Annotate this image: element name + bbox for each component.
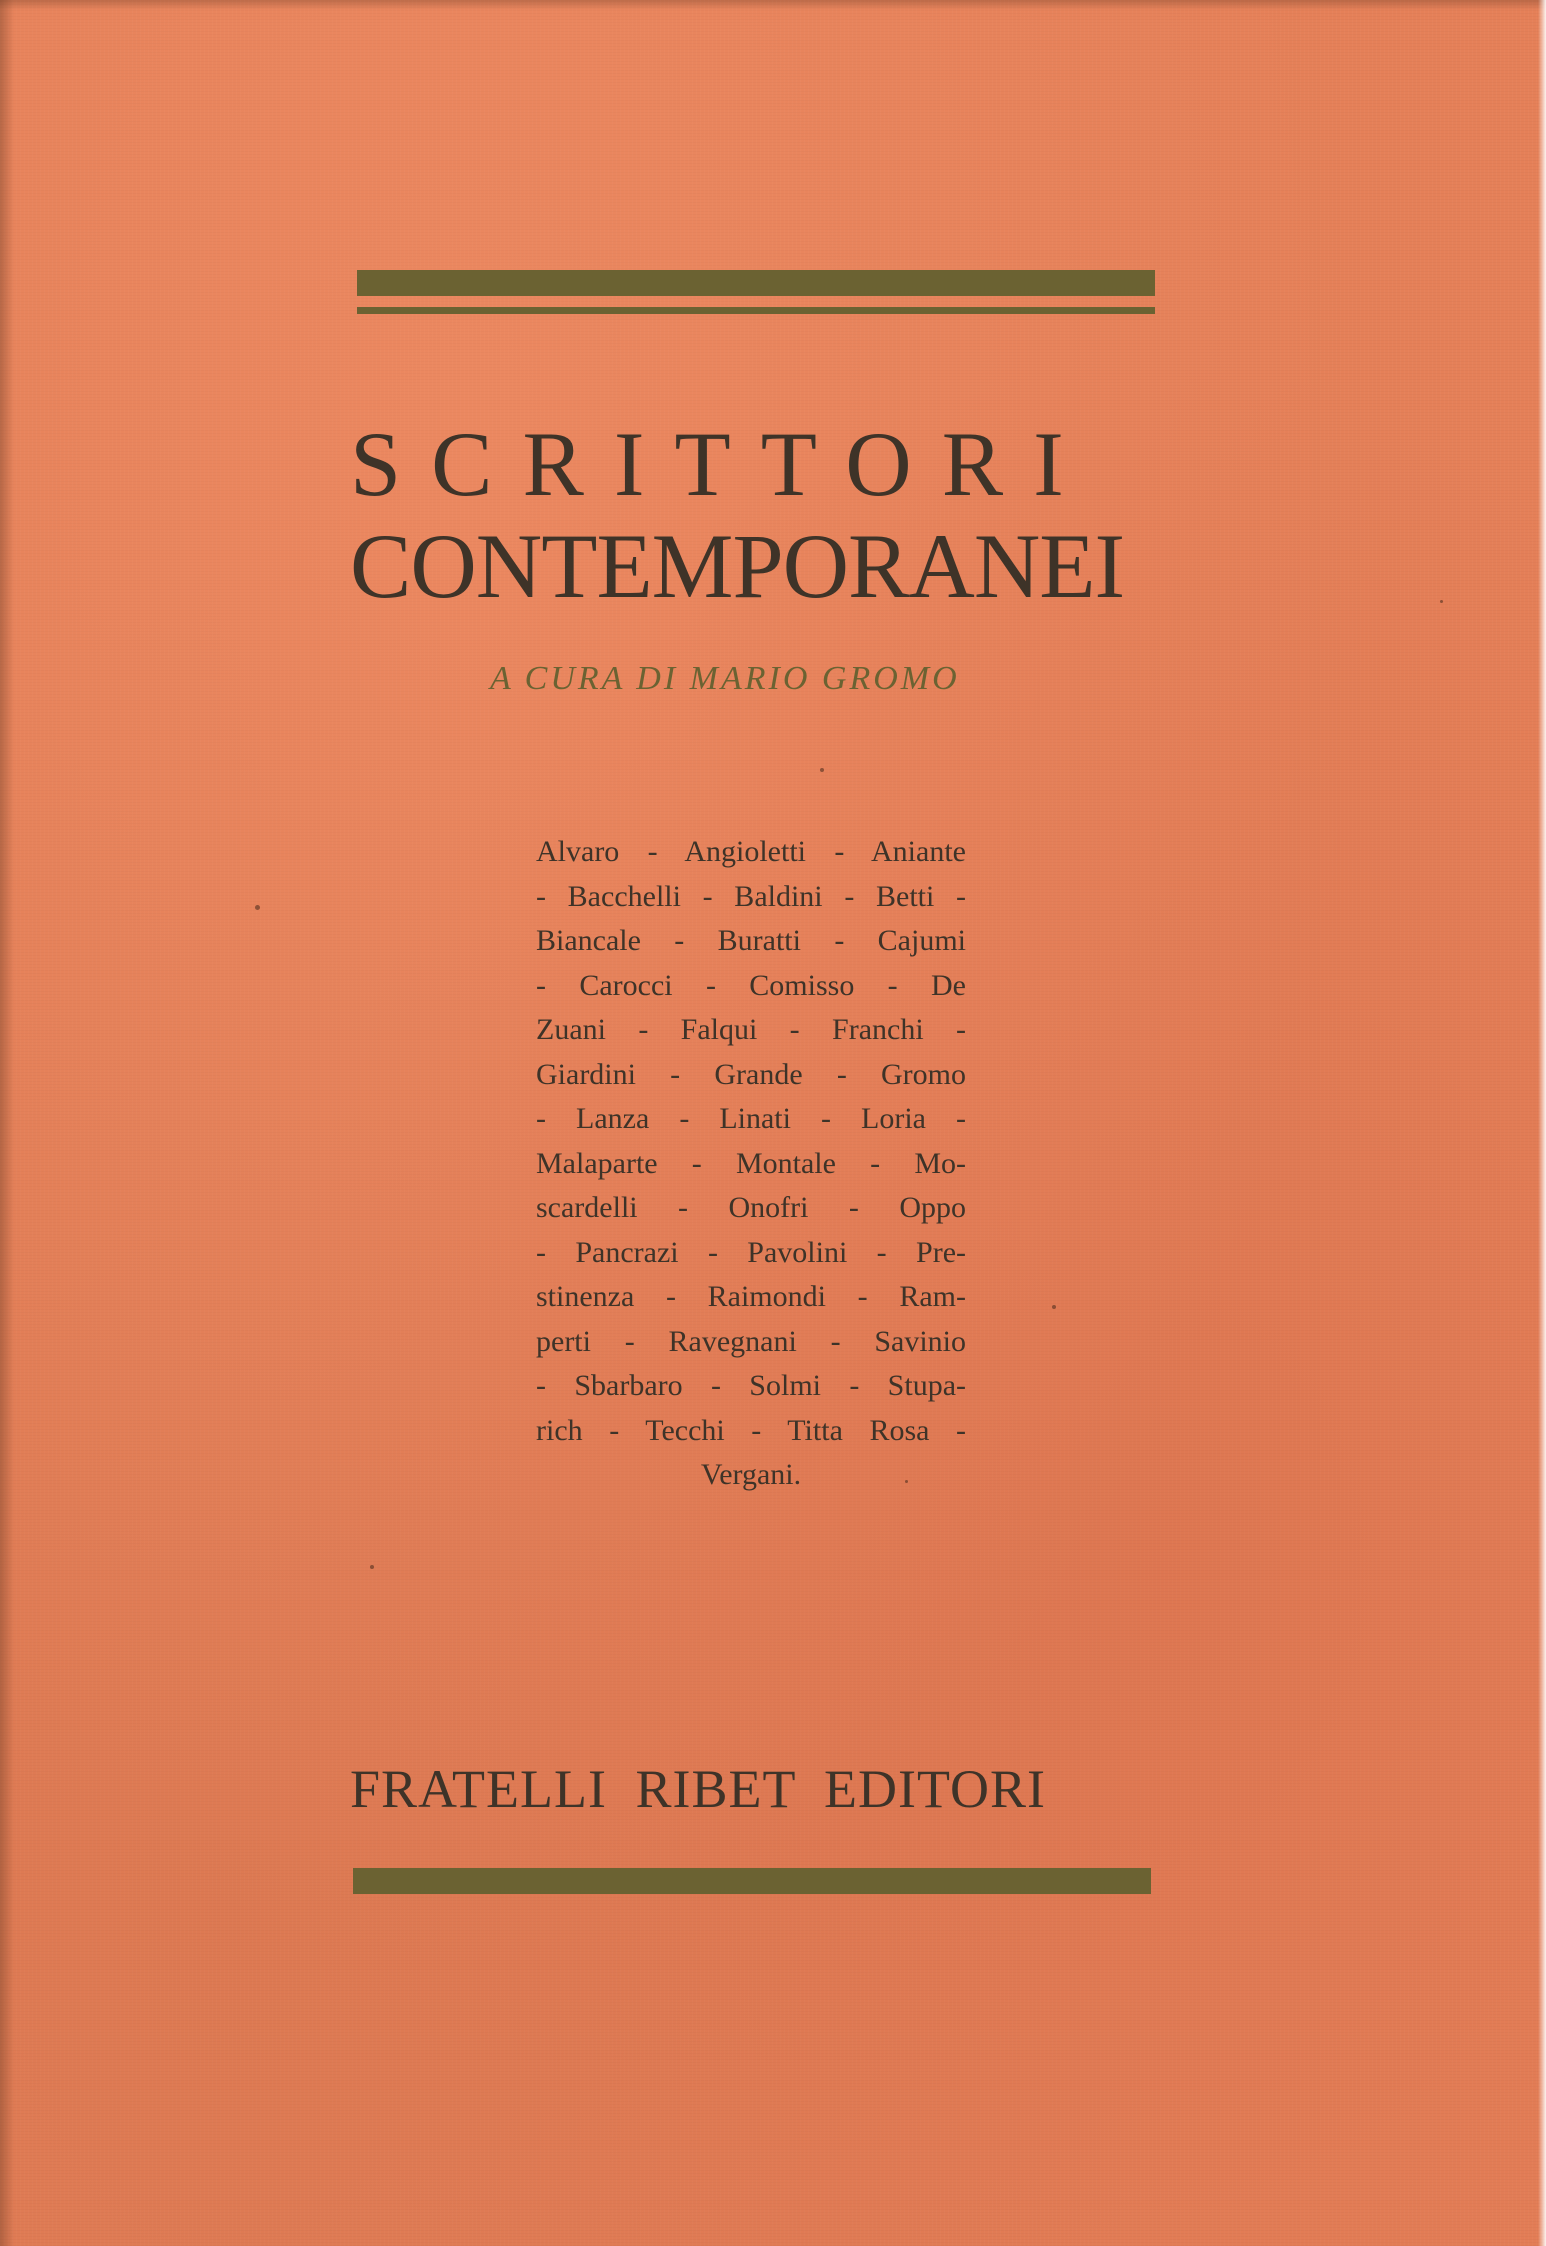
authors-line: Giardini - Grande - Gromo [536,1057,966,1091]
speck [1440,600,1443,603]
authors-line: - Sbarbaro - Solmi - Stupa- [536,1369,966,1402]
page-right-edge [1538,0,1546,2246]
worn-top-edge [0,0,1546,10]
title-line-1: SCRITTORI [350,413,1094,515]
authors-line: Zuani - Falqui - Franchi - [536,1013,966,1046]
authors-line: Malaparte - Montale - Mo- [536,1146,966,1180]
authors-line: Biancale - Buratti - Cajumi [536,924,966,957]
authors-line: - Pancrazi - Pavolini - Pre- [536,1235,966,1269]
speck [255,905,260,910]
authors-line: perti - Ravegnani - Savinio [536,1324,966,1358]
speck [905,1480,908,1483]
authors-line: scardelli - Onofri - Oppo [536,1191,966,1224]
top-rule-thick [357,270,1155,296]
speck [370,1565,374,1569]
title-line-2: CONTEMPORANEI [350,515,1125,617]
authors-list [536,830,966,1498]
speck [1052,1305,1056,1309]
speck [820,768,824,772]
bottom-rule [353,1868,1151,1894]
top-rule-thin [357,307,1155,314]
authors-line: - Bacchelli - Baldini - Betti - [536,879,966,913]
authors-line: stinenza - Raimondi - Ram- [536,1280,966,1313]
authors-line: Vergani. [700,1458,802,1491]
authors-line: Alvaro - Angioletti - Aniante [536,835,966,868]
authors-line: rich - Tecchi - Titta Rosa - [536,1413,966,1447]
publisher-name: FRATELLI RIBET EDITORI [350,1759,1046,1819]
authors-line: - Carocci - Comisso - De [536,968,966,1002]
worn-left-edge [0,0,14,2246]
authors-line: - Lanza - Linati - Loria - [536,1102,966,1135]
editor-credit: A CURA DI MARIO GROMO [490,660,960,697]
